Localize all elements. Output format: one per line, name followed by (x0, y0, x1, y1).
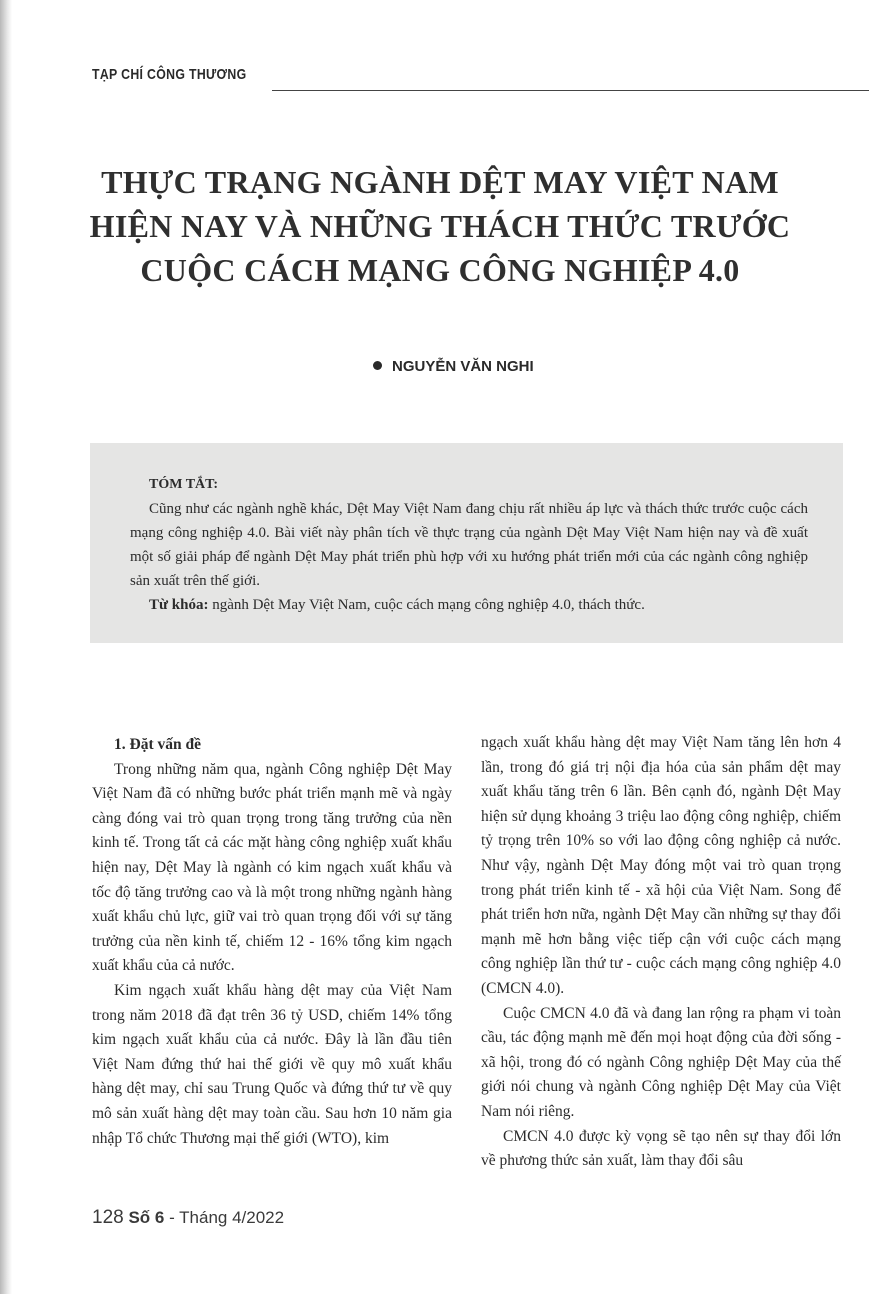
abstract-heading: TÓM TẮT: (149, 477, 219, 492)
abstract-box (90, 443, 843, 643)
keywords-line (130, 593, 808, 617)
header-rule (272, 90, 869, 91)
page-footer (92, 1207, 284, 1229)
body-paragraph: Cuộc CMCN 4.0 đã và đang lan rộng ra phạm vi toàn cầu, tác động mạnh mẽ đến mọi hoạt động của đời sống - xã hội, trong đó có ngành Công nghiệp Dệt May của thế giới nói chung và ngành Công nghiệp Dệt May của Việt Nam nói riêng. (481, 1004, 841, 1120)
running-header (92, 66, 802, 92)
keywords-text: ngành Dệt May Việt Nam, cuộc cách mạng công nghiệp 4.0, thách thức. (208, 597, 645, 613)
body-paragraph: Trong những năm qua, ngành Công nghiệp Dệt May Việt Nam đã có những bước phát triển mạnh mẽ và ngày càng đóng vai trò quan trọng trong tăng trưởng của nền kinh tế. Trong tất cả các mặt hàng công nghiệp xuất khẩu hiện nay, Dệt May là ngành có kim ngạch xuất khẩu và tốc độ tăng trưởng cao và là một trong những ngành hàng xuất khẩu chủ lực, giữ vai trò quan trọng đối với sự tăng trưởng của nền kinh tế, chiếm 12 - 16% tổng kim ngạch xuất khẩu của cả nước. (92, 760, 452, 975)
body-paragraph: ngạch xuất khẩu hàng dệt may Việt Nam tăng lên hơn 4 lần, trong đó giá trị nội địa hóa của sản phẩm dệt may xuất khẩu tăng trên 6 lần. Bên cạnh đó, ngành Dệt May hiện sử dụng khoảng 3 triệu lao động công nghiệp, chiếm tỷ trọng trên 10% so với lao động công nghiệp cả nước. Như vậy, ngành Dệt May đóng một vai trò quan trọng trong phát triển kinh tế - xã hội của Việt Nam. Song để phát triển hơn nữa, ngành Dệt May cần những sự thay đổi mạnh mẽ hơn bằng việc tiếp cận với cuộc cách mạng công nghiệp lần thứ tư - cuộc cách mạng công nghiệp 4.0 (CMCN 4.0). (481, 734, 841, 997)
abstract-text: Cũng như các ngành nghề khác, Dệt May Việt Nam đang chịu rất nhiều áp lực và thách thức trước cuộc cách mạng công nghiệp 4.0. Bài viết này phân tích về thực trạng của ngành Dệt May Việt Nam hiện nay và đề xuất một số giải pháp để ngành Dệt May phát triển phù hợp với xu hướng phát triển mới của các ngành công nghiệp sản xuất trên thế giới. (130, 501, 808, 589)
issue-number: Số 6 (128, 1208, 165, 1227)
body-column-left (92, 733, 452, 1151)
journal-name: TẠP CHÍ CÔNG THƯƠNG (92, 66, 247, 83)
page-number: 128 (92, 1207, 124, 1228)
body-column-right (481, 731, 841, 1174)
title-line: THỰC TRẠNG NGÀNH DỆT MAY VIỆT NAM (101, 164, 779, 200)
body-paragraph: Kim ngạch xuất khẩu hàng dệt may của Việt Nam trong năm 2018 đã đạt trên 36 tỷ USD, chiếm 14% tổng kim ngạch xuất khẩu của cả nước. Đây là lần đầu tiên Việt Nam đứng thứ hai thế giới về quy mô xuất khẩu hàng dệt may, chỉ sau Trung Quốc và đứng thứ tư về quy mô sản xuất hàng dệt may toàn cầu. Sau hơn 10 năm gia nhập Tổ chức Thương mại thế giới (WTO), kim (92, 981, 452, 1147)
issue-date: - Tháng 4/2022 (164, 1208, 285, 1227)
bullet-icon (373, 361, 382, 370)
section-heading: 1. Đặt vấn đề (114, 736, 201, 753)
author-name: NGUYỄN VĂN NGHI (392, 358, 534, 375)
article-title (60, 160, 820, 292)
author-line (373, 358, 534, 375)
title-line: HIỆN NAY VÀ NHỮNG THÁCH THỨC TRƯỚC (89, 208, 791, 244)
page-edge-shadow (0, 0, 12, 1294)
title-line: CUỘC CÁCH MẠNG CÔNG NGHIỆP 4.0 (140, 252, 740, 288)
body-paragraph: CMCN 4.0 được kỳ vọng sẽ tạo nên sự thay đổi lớn về phương thức sản xuất, làm thay đổi sâu (481, 1127, 841, 1170)
keywords-label: Từ khóa: (149, 597, 209, 613)
abstract-content (130, 473, 808, 617)
